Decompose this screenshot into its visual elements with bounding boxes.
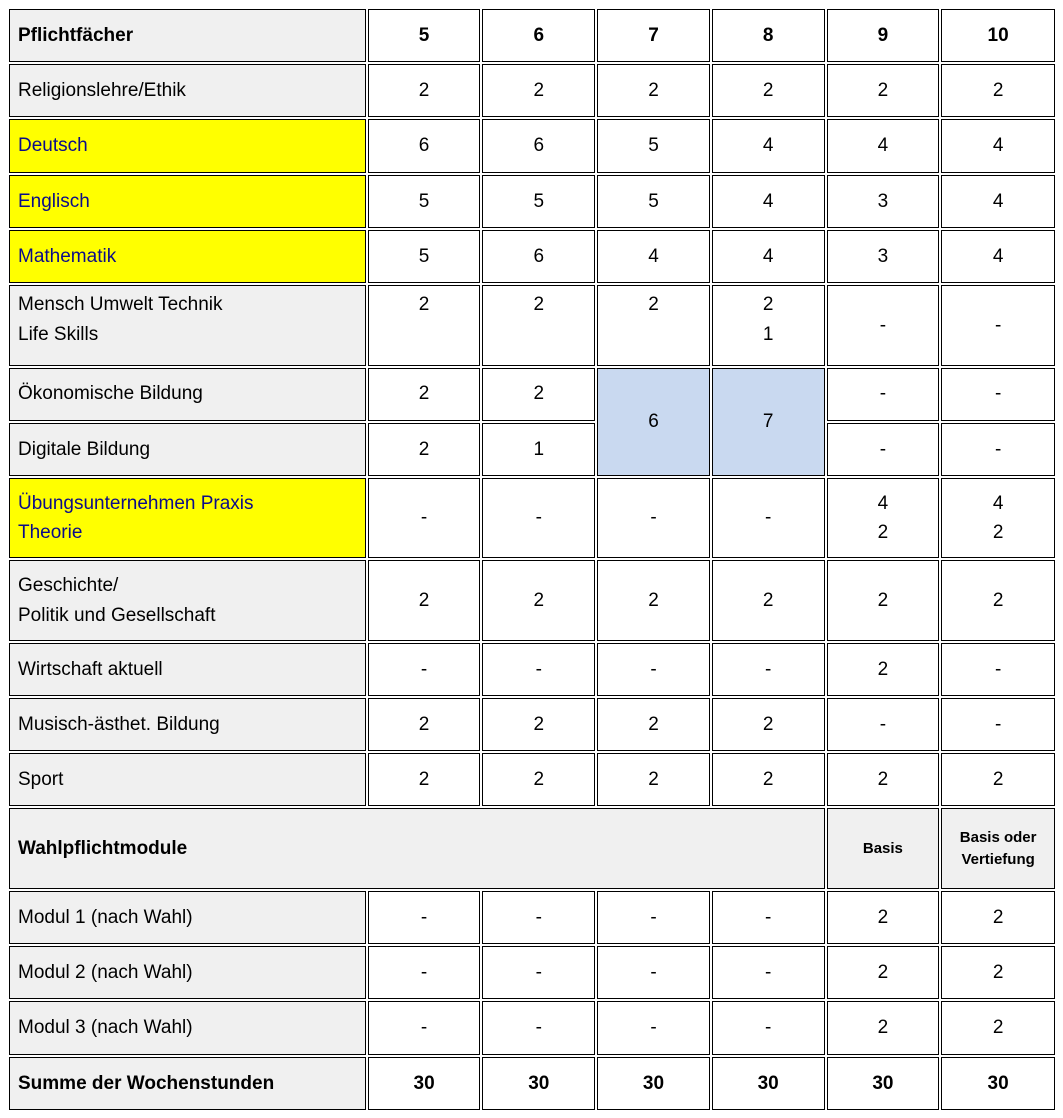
cell-value: 5: [597, 119, 710, 172]
cell-value: 2: [941, 946, 1055, 999]
subject-label: Ökonomische Bildung: [9, 368, 366, 421]
header-label: Pflichtfächer: [9, 9, 366, 62]
cell-value: 2: [827, 643, 940, 696]
cell-value: 4: [712, 175, 825, 228]
cell-value-line: 2: [762, 294, 774, 316]
cell-value-line: 4: [992, 492, 1004, 514]
cell-value-line: 1: [762, 323, 774, 345]
cell-value: 2: [482, 368, 595, 421]
grade-6: 6: [482, 9, 595, 62]
cell-value: 2: [368, 423, 481, 476]
total-value: 30: [597, 1057, 710, 1110]
grade-9: 9: [827, 9, 940, 62]
cell-value: 4: [941, 230, 1055, 283]
subject-label: Musisch-ästhet. Bildung: [9, 698, 366, 751]
cell-value: -: [597, 946, 710, 999]
cell-value: -: [368, 1001, 481, 1054]
cell-value: 2: [368, 285, 481, 365]
table-row: [9, 643, 1055, 696]
section-label: Wahlpflichtmodule: [9, 808, 825, 888]
cell-value: -: [597, 478, 710, 558]
cell-value: 2: [712, 698, 825, 751]
table-row: [9, 478, 1055, 558]
cell-value: 2: [712, 753, 825, 806]
total-row: [9, 1057, 1055, 1110]
cell-value: -: [941, 423, 1055, 476]
header-row: [9, 9, 1055, 62]
cell-value-line: 4: [877, 492, 889, 514]
subject-label: Deutsch: [9, 119, 366, 172]
subject-label-line: Mensch Umwelt Technik: [18, 294, 223, 316]
table-row: [9, 1001, 1055, 1054]
cell-value: 4: [712, 230, 825, 283]
cell-value: -: [712, 946, 825, 999]
total-label: Summe der Wochenstunden: [9, 1057, 366, 1110]
cell-value: 2: [597, 753, 710, 806]
table-row: [9, 368, 1055, 421]
cell-value: 5: [368, 175, 481, 228]
total-value: 30: [368, 1057, 481, 1110]
subject-label: Religionslehre/Ethik: [9, 64, 366, 117]
table-row: [9, 698, 1055, 751]
cell-value: -: [368, 643, 481, 696]
table-row: [9, 64, 1055, 117]
section-grade-9: Basis: [827, 808, 940, 888]
cell-value: 2: [941, 560, 1055, 640]
cell-value: 2: [941, 64, 1055, 117]
table-row: [9, 175, 1055, 228]
cell-value: -: [712, 478, 825, 558]
subject-label: Englisch: [9, 175, 366, 228]
cell-value: -: [941, 285, 1055, 365]
cell-value: 4: [941, 175, 1055, 228]
cell-value: -: [827, 368, 940, 421]
cell-value: 2: [827, 1001, 940, 1054]
grade-5: 5: [368, 9, 481, 62]
merged-cell-grade-8: 7: [712, 368, 825, 476]
cell-value: -: [368, 946, 481, 999]
table-row: [9, 230, 1055, 283]
cell-value: 2: [712, 64, 825, 117]
cell-value: -: [482, 946, 595, 999]
subject-label: Sport: [9, 753, 366, 806]
cell-value: 1: [482, 423, 595, 476]
cell-value: [712, 285, 825, 365]
table-row: [9, 423, 1055, 476]
cell-value: -: [712, 891, 825, 944]
cell-value: 4: [712, 119, 825, 172]
cell-value: 6: [368, 119, 481, 172]
cell-value: 2: [597, 285, 710, 365]
cell-value: -: [712, 1001, 825, 1054]
cell-value: 5: [482, 175, 595, 228]
subject-label: Mathematik: [9, 230, 366, 283]
subject-label: Modul 1 (nach Wahl): [9, 891, 366, 944]
subject-label: [9, 560, 366, 640]
cell-value: -: [482, 891, 595, 944]
subject-label: Digitale Bildung: [9, 423, 366, 476]
cell-value: 3: [827, 230, 940, 283]
cell-value: 6: [482, 230, 595, 283]
cell-value: -: [827, 423, 940, 476]
section-grade-10: [941, 808, 1055, 888]
cell-value: -: [482, 643, 595, 696]
subject-label-line: Theorie: [18, 522, 83, 544]
cell-value: -: [941, 643, 1055, 696]
cell-value: 2: [597, 560, 710, 640]
section-header-row: [9, 808, 1055, 888]
cell-value: -: [941, 368, 1055, 421]
total-value: 30: [941, 1057, 1055, 1110]
cell-value: 2: [482, 64, 595, 117]
cell-value: 2: [827, 64, 940, 117]
cell-value: 2: [482, 285, 595, 365]
cell-value: -: [368, 478, 481, 558]
cell-value: 5: [368, 230, 481, 283]
cell-value: 4: [827, 119, 940, 172]
subject-label: Modul 3 (nach Wahl): [9, 1001, 366, 1054]
total-value: 30: [712, 1057, 825, 1110]
cell-value: 6: [482, 119, 595, 172]
table-row: [9, 946, 1055, 999]
cell-value: 2: [941, 753, 1055, 806]
merged-cell-grade-7: 6: [597, 368, 710, 476]
grade-10: 10: [941, 9, 1055, 62]
grade-7: 7: [597, 9, 710, 62]
section-grade-10-line: Vertiefung: [961, 850, 1035, 868]
cell-value: 2: [368, 64, 481, 117]
cell-value: 2: [827, 891, 940, 944]
cell-value: [941, 478, 1055, 558]
subject-label: [9, 478, 366, 558]
cell-value-line: 2: [992, 522, 1004, 544]
cell-value: 2: [712, 560, 825, 640]
cell-value: 2: [482, 698, 595, 751]
cell-value: -: [482, 1001, 595, 1054]
cell-value: 2: [368, 698, 481, 751]
cell-value: -: [597, 643, 710, 696]
cell-value: 2: [827, 946, 940, 999]
subject-label: [9, 285, 366, 365]
subject-label: Wirtschaft aktuell: [9, 643, 366, 696]
cell-value: -: [482, 478, 595, 558]
cell-value: 2: [368, 753, 481, 806]
cell-value: 2: [827, 560, 940, 640]
section-grade-10-line: Basis oder: [959, 828, 1037, 846]
cell-value: 4: [597, 230, 710, 283]
cell-value: -: [827, 698, 940, 751]
cell-value: 5: [597, 175, 710, 228]
table-row: [9, 891, 1055, 944]
cell-value: -: [712, 643, 825, 696]
cell-value: 2: [368, 368, 481, 421]
table-row: [9, 560, 1055, 640]
cell-value: 2: [597, 698, 710, 751]
total-value: 30: [827, 1057, 940, 1110]
cell-value: -: [597, 1001, 710, 1054]
table-row: [9, 119, 1055, 172]
cell-value: 2: [941, 891, 1055, 944]
subject-label-line: Life Skills: [18, 323, 99, 345]
cell-value: 2: [482, 560, 595, 640]
cell-value: 2: [827, 753, 940, 806]
total-value: 30: [482, 1057, 595, 1110]
stundentafel-table: [7, 7, 1057, 1112]
cell-value: -: [368, 891, 481, 944]
cell-value: -: [597, 891, 710, 944]
cell-value-line: 2: [877, 522, 889, 544]
table-row: [9, 285, 1055, 365]
subject-label-line: Übungsunternehmen Praxis: [18, 492, 254, 514]
cell-value: -: [827, 285, 940, 365]
cell-value: [827, 478, 940, 558]
subject-label-line: Politik und Gesellschaft: [18, 604, 216, 626]
cell-value: 3: [827, 175, 940, 228]
cell-value: 2: [482, 753, 595, 806]
subject-label-line: Geschichte/: [18, 575, 119, 597]
cell-value: 2: [597, 64, 710, 117]
cell-value: 4: [941, 119, 1055, 172]
cell-value: -: [941, 698, 1055, 751]
subject-label: Modul 2 (nach Wahl): [9, 946, 366, 999]
cell-value: 2: [941, 1001, 1055, 1054]
cell-value: 2: [368, 560, 481, 640]
grade-8: 8: [712, 9, 825, 62]
table-row: [9, 753, 1055, 806]
